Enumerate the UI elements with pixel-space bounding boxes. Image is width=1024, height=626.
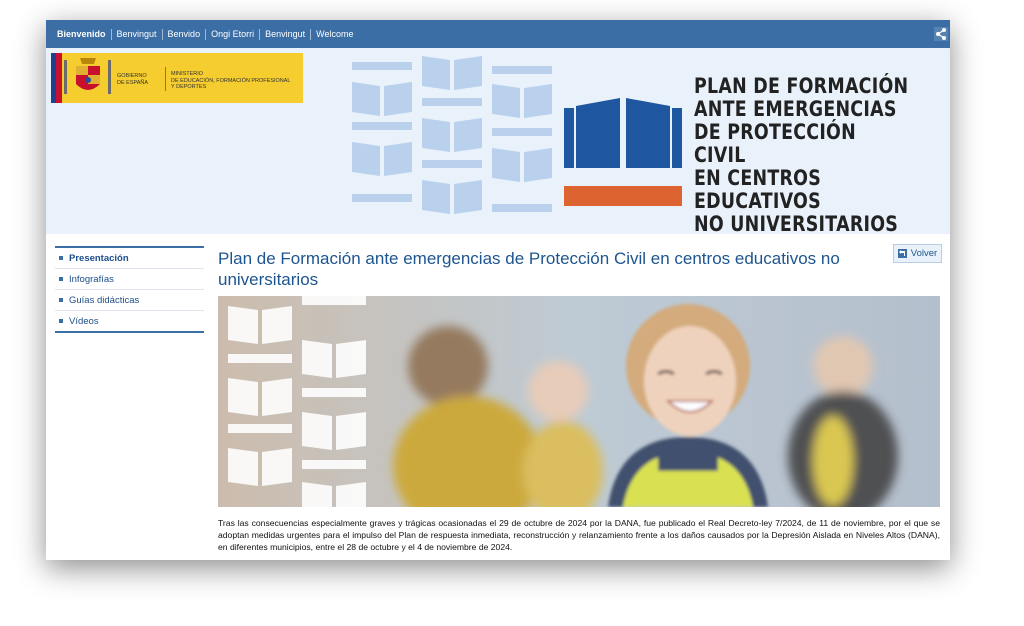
plan-title	[694, 75, 910, 236]
lang-link-euskara[interactable]: Ongi Etorri	[206, 29, 260, 40]
sidebar-item-infografias[interactable]	[55, 269, 204, 290]
logo-divider	[165, 67, 166, 91]
language-bar	[46, 20, 950, 48]
sidebar-item-label: Vídeos	[69, 315, 99, 327]
sidebar-menu	[55, 246, 204, 333]
header-banner	[46, 48, 950, 234]
browser-screenshot	[46, 20, 950, 560]
plan-title-line: DE PROTECCIÓN CIVIL	[694, 120, 856, 167]
plan-title-line: NO UNIVERSITARIOS	[694, 212, 899, 236]
bullet-icon	[59, 298, 63, 302]
back-button-label: Volver	[910, 248, 938, 259]
lang-link-english[interactable]: Welcome	[316, 28, 354, 39]
bullet-icon	[59, 277, 63, 281]
sidebar-item-videos[interactable]	[55, 311, 204, 331]
lang-link-castellano[interactable]: Bienvenido	[52, 29, 112, 40]
lang-link-catala[interactable]: Benvingut	[112, 29, 163, 40]
coat-of-arms-icon	[64, 56, 112, 100]
bullet-icon	[59, 256, 63, 260]
government-logo[interactable]	[51, 53, 303, 103]
open-book-emblem	[564, 98, 682, 216]
sidebar-item-label: Infografías	[69, 273, 114, 285]
sidebar-bottom-rule	[55, 331, 204, 333]
hero-image	[218, 296, 940, 507]
share-icon[interactable]	[934, 27, 948, 41]
lang-link-galego[interactable]: Benvido	[163, 29, 207, 40]
plan-title-line: EN CENTROS EDUCATIVOS	[694, 166, 822, 213]
back-button[interactable]	[893, 244, 942, 263]
sidebar-item-guias-didacticas[interactable]	[55, 290, 204, 311]
gov-logo-text-left: GOBIERNO DE ESPAÑA	[117, 73, 149, 86]
book-pattern-decoration	[346, 56, 556, 231]
sidebar-item-label: Guías didácticas	[69, 294, 140, 306]
gov-logo-text-right: MINISTERIO DE EDUCACIÓN, FORMACIÓN PROFESIONAL Y DEPORTES	[171, 71, 291, 90]
lang-link-valencia[interactable]: Benvingut	[260, 29, 311, 40]
main-content	[218, 248, 940, 290]
plan-title-line: ANTE EMERGENCIAS	[694, 97, 897, 121]
intro-paragraph: Tras las consecuencias especialmente graves y trágicas ocasionadas el 29 de octubre de 2024 por la DANA, fue publicado el Real Decreto-ley 7/2024, de 11 de noviembre, por el que se adoptan medidas urgentes para el impulso del Plan de respuesta inmediata, reconstrucción y relanzamiento frente a los daños causados por la Depresión Aislada en Niveles Altos (DANA), en diferentes municipios, entre el 28 de octubre y el 4 de noviembre de 2024.	[218, 518, 940, 552]
sidebar-item-label: Presentación	[69, 252, 129, 264]
plan-title-line: PLAN DE FORMACIÓN	[694, 74, 909, 98]
back-arrow-icon	[898, 249, 907, 258]
sidebar-item-presentacion[interactable]	[55, 248, 204, 269]
page-title: Plan de Formación ante emergencias de Protección Civil en centros educativos no universitarios	[218, 249, 840, 289]
bullet-icon	[59, 319, 63, 323]
